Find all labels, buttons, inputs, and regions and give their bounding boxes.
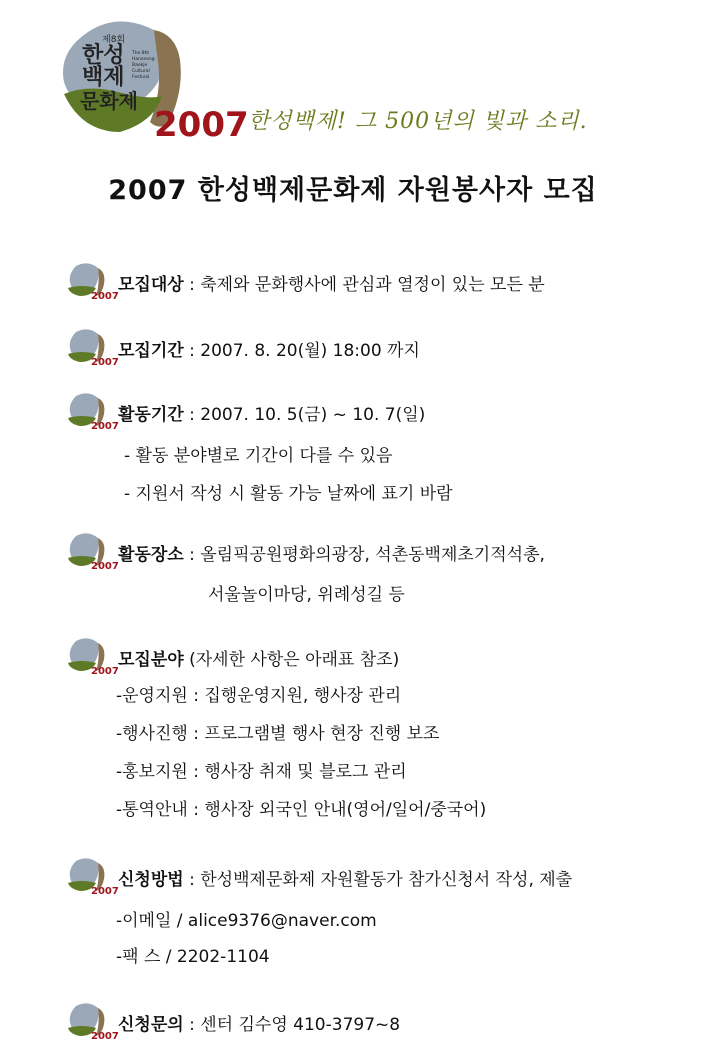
section-value: 센터 김수영 410-3797~8 bbox=[200, 1015, 401, 1035]
logo-name-line-1: 한성 bbox=[82, 42, 125, 68]
section-detail-line: -이메일 / alice9376@naver.com bbox=[116, 911, 377, 931]
section-value: 2007. 8. 20(월) 18:00 까지 bbox=[200, 341, 420, 361]
section-label: 활동기간 bbox=[118, 405, 184, 425]
svg-text:2007: 2007 bbox=[91, 421, 119, 432]
section-value: (자세한 사항은 아래표 참조) bbox=[189, 650, 400, 670]
section-row bbox=[118, 645, 399, 670]
festival-logo bbox=[58, 12, 249, 145]
logo-english-2: Hanseong bbox=[132, 57, 155, 62]
section-row bbox=[118, 400, 425, 425]
logo-name-line-2: 백제 bbox=[82, 64, 125, 90]
logo-english-3: Baekje bbox=[132, 63, 148, 68]
section-value: 2007. 10. 5(금) ~ 10. 7(일) bbox=[200, 405, 426, 425]
section-separator: : bbox=[183, 405, 201, 425]
section-row bbox=[118, 540, 545, 565]
festival-logo-icon bbox=[66, 392, 119, 432]
section-detail-line: -행사진행 : 프로그램별 행사 현장 진행 보조 bbox=[116, 724, 440, 744]
festival-logo-icon bbox=[66, 262, 119, 302]
section-label: 활동장소 bbox=[118, 545, 184, 565]
section-detail-line: -팩 스 / 2202-1104 bbox=[116, 947, 270, 967]
section-label: 신청문의 bbox=[118, 1015, 184, 1035]
slogan: 한성백제! 그 500년의 빛과 소리. bbox=[248, 109, 588, 134]
section-value: 축제와 문화행사에 관심과 열정이 있는 모든 분 bbox=[200, 275, 545, 295]
section-separator: : bbox=[183, 341, 201, 361]
section-label: 모집대상 bbox=[118, 275, 184, 295]
svg-text:2007: 2007 bbox=[91, 886, 119, 897]
section-value: 올림픽공원평화의광장, 석촌동백제초기적석총, bbox=[200, 545, 545, 565]
logo-english-1: The 8th bbox=[132, 51, 150, 56]
section-row bbox=[118, 865, 572, 890]
section-detail-line: - 지원서 작성 시 활동 가능 날짜에 표기 바람 bbox=[124, 484, 453, 504]
logo-english-5: Festival bbox=[132, 75, 150, 80]
section-detail-line: -운영지원 : 집행운영지원, 행사장 관리 bbox=[116, 686, 402, 706]
section-detail-line: - 활동 분야별로 기간이 다를 수 있음 bbox=[124, 446, 393, 466]
section-separator: : bbox=[183, 275, 201, 295]
section-detail-line: -통역안내 : 행사장 외국인 안내(영어/일어/중국어) bbox=[116, 800, 487, 820]
section-label: 모집기간 bbox=[118, 341, 184, 361]
svg-text:2007: 2007 bbox=[91, 666, 119, 677]
section-label: 신청방법 bbox=[118, 870, 184, 890]
festival-logo-icon bbox=[66, 637, 119, 677]
section-separator: : bbox=[183, 545, 201, 565]
festival-logo-icon bbox=[66, 857, 119, 897]
section-row bbox=[118, 336, 420, 361]
section-label: 모집분야 bbox=[118, 650, 184, 670]
festival-logo-icon bbox=[66, 532, 119, 572]
festival-logo-icon bbox=[66, 328, 119, 368]
logo-name-line-3: 문화제 bbox=[80, 89, 138, 113]
logo-edition: 제8회 bbox=[102, 35, 126, 45]
page-title: 2007 한성백제문화제 자원봉사자 모집 bbox=[108, 175, 598, 206]
section-separator: : bbox=[183, 870, 201, 890]
logo-english-4: Cultural bbox=[132, 69, 150, 74]
section-value: 한성백제문화제 자원활동가 참가신청서 작성, 제출 bbox=[200, 870, 573, 890]
section-detail-line: 서울놀이마당, 위례성길 등 bbox=[208, 585, 405, 605]
section-separator: : bbox=[183, 1015, 201, 1035]
svg-text:2007: 2007 bbox=[91, 561, 119, 572]
festival-logo-icon bbox=[66, 1002, 119, 1042]
section-detail-line: -홍보지원 : 행사장 취재 및 블로그 관리 bbox=[116, 762, 407, 782]
logo-year: 2007 bbox=[154, 105, 249, 145]
svg-text:2007: 2007 bbox=[91, 1031, 119, 1042]
section-row bbox=[118, 1010, 400, 1035]
svg-text:2007: 2007 bbox=[91, 357, 119, 368]
section-row bbox=[118, 270, 545, 295]
svg-text:2007: 2007 bbox=[91, 291, 119, 302]
